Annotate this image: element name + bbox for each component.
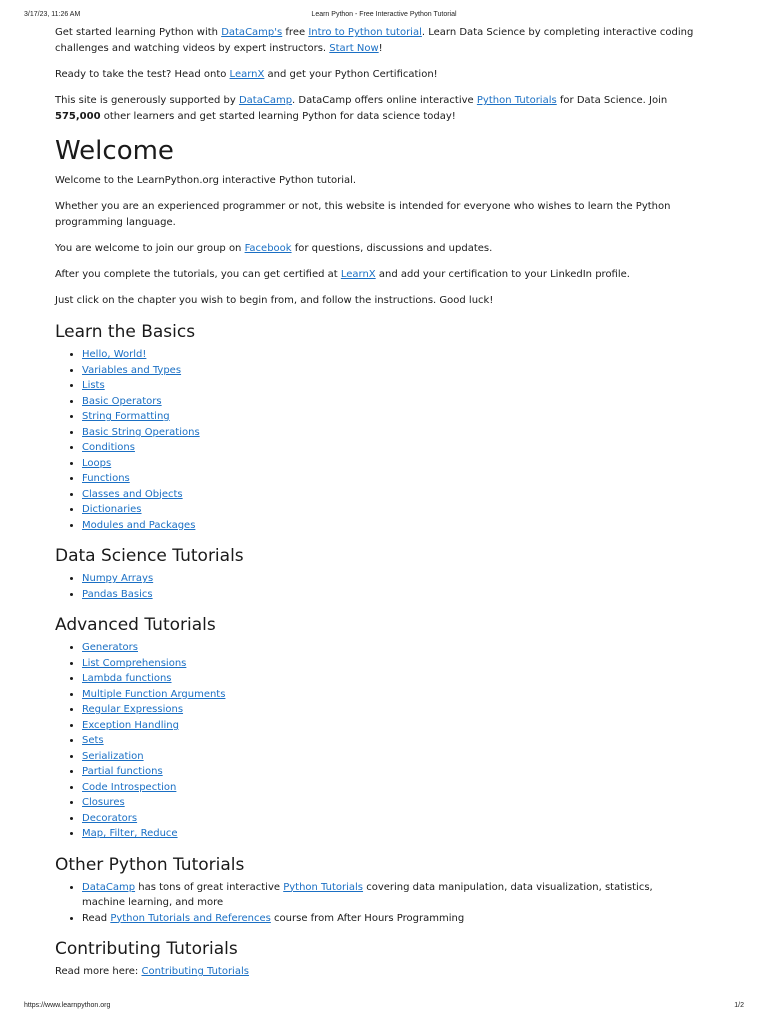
print-page-title: Learn Python - Free Interactive Python Tutorial bbox=[311, 11, 457, 18]
tutorial-link-generators[interactable]: Generators bbox=[82, 642, 138, 653]
other-tutorials-heading: Other Python Tutorials bbox=[55, 854, 245, 875]
list-item bbox=[82, 764, 715, 780]
intro-python-tutorial-link[interactable]: Intro to Python tutorial bbox=[308, 27, 422, 38]
learnx-certification-link[interactable]: LearnX bbox=[340, 269, 376, 280]
list-item bbox=[82, 518, 715, 534]
tutorial-link-loops[interactable]: Loops bbox=[82, 457, 112, 469]
datacamp-link[interactable]: DataCamp's bbox=[221, 27, 283, 38]
tutorial-link-conditions[interactable]: Conditions bbox=[82, 442, 135, 453]
data-science-list bbox=[55, 571, 715, 602]
tutorial-link-basic-string-operations[interactable]: Basic String Operations bbox=[82, 426, 200, 438]
list-item bbox=[82, 826, 715, 842]
basics-heading: Learn the Basics bbox=[55, 322, 196, 342]
list-item bbox=[82, 733, 715, 749]
list-item bbox=[82, 702, 715, 718]
list-item bbox=[82, 363, 715, 379]
print-footer bbox=[24, 1002, 744, 1012]
welcome-paragraph-1: Welcome to the LearnPython.org interactive Python tutorial. bbox=[55, 175, 357, 186]
tutorial-link-exception-handling[interactable]: Exception Handling bbox=[82, 719, 179, 731]
list-item bbox=[82, 718, 715, 734]
datacamp-support-link[interactable]: DataCamp bbox=[238, 95, 293, 106]
tutorial-link-sets[interactable]: Sets bbox=[82, 735, 104, 746]
contributing-heading: Contributing Tutorials bbox=[55, 939, 238, 959]
facebook-link[interactable]: Facebook bbox=[244, 243, 292, 254]
list-item bbox=[82, 347, 715, 363]
learnx-link[interactable]: LearnX bbox=[229, 69, 265, 80]
tutorial-link-closures[interactable]: Closures bbox=[82, 797, 125, 808]
tutorial-link-serialization[interactable]: Serialization bbox=[82, 750, 144, 762]
list-item bbox=[82, 409, 715, 425]
tutorial-link-functions[interactable]: Functions bbox=[82, 473, 130, 484]
welcome-paragraph-3: You are welcome to join our group on Facebook for questions, discussions and updates. bbox=[55, 243, 493, 254]
intro-paragraph-3: This site is generously supported by DataCamp. DataCamp offers online interactive Python Tutorials for Data Science. Join 575,000 other learners and get started learning Python for data science today! bbox=[55, 95, 668, 122]
start-now-link[interactable]: Start Now bbox=[329, 43, 379, 54]
print-date: 3/17/23, 11:26 AM bbox=[24, 11, 81, 18]
welcome-paragraph-4: After you complete the tutorials, you can get certified at LearnX and add your certification to your LinkedIn profile. bbox=[55, 269, 630, 280]
other-tutorials-list bbox=[55, 880, 715, 927]
contributing-tutorials-link[interactable]: Contributing Tutorials bbox=[141, 966, 249, 977]
list-item bbox=[82, 795, 715, 811]
intro-paragraph-1: Get started learning Python with DataCamp's free Intro to Python tutorial. Learn Data Science by completing interactive coding challenges and watching videos by expert instructors. Start Now! bbox=[55, 27, 694, 54]
tutorial-link-dictionaries[interactable]: Dictionaries bbox=[82, 504, 142, 515]
intro-paragraph-2: Ready to take the test? Head onto LearnX and get your Python Certification! bbox=[55, 69, 438, 80]
tutorial-link-regular-expressions[interactable]: Regular Expressions bbox=[82, 704, 184, 715]
main-content bbox=[55, 25, 715, 990]
list-item bbox=[82, 425, 715, 441]
tutorial-link-classes-and-objects[interactable]: Classes and Objects bbox=[82, 488, 183, 500]
list-item bbox=[82, 640, 715, 656]
tutorial-link-lambda-functions[interactable]: Lambda functions bbox=[82, 673, 172, 684]
list-item bbox=[82, 571, 715, 587]
list-item bbox=[82, 502, 715, 518]
basics-list bbox=[55, 347, 715, 533]
list-item bbox=[82, 471, 715, 487]
list-item bbox=[82, 656, 715, 672]
tutorial-link-partial-functions[interactable]: Partial functions bbox=[82, 766, 163, 777]
tutorial-link-multiple-function-arguments[interactable]: Multiple Function Arguments bbox=[82, 688, 226, 700]
learner-count: 575,000 bbox=[55, 111, 101, 122]
list-item bbox=[82, 687, 715, 703]
tutorial-link-decorators[interactable]: Decorators bbox=[82, 812, 138, 824]
print-header bbox=[24, 11, 744, 21]
list-item bbox=[82, 587, 715, 603]
datacamp-other-link[interactable]: DataCamp bbox=[82, 881, 136, 893]
advanced-heading: Advanced Tutorials bbox=[55, 615, 216, 635]
advanced-list bbox=[55, 640, 715, 842]
data-science-heading: Data Science Tutorials bbox=[55, 546, 244, 566]
contributing-paragraph: Read more here: Contributing Tutorials bbox=[55, 966, 249, 977]
welcome-paragraph-2: Whether you are an experienced programmer or not, this website is intended for everyone who wishes to learn the Python programming language. bbox=[55, 201, 671, 228]
list-item bbox=[82, 811, 715, 827]
tutorial-link-numpy-arrays[interactable]: Numpy Arrays bbox=[82, 573, 154, 584]
tutorial-link-modules-and-packages[interactable]: Modules and Packages bbox=[82, 519, 196, 531]
list-item bbox=[82, 394, 715, 410]
welcome-paragraph-5: Just click on the chapter you wish to begin from, and follow the instructions. Good luck! bbox=[55, 295, 494, 306]
list-item bbox=[82, 378, 715, 394]
tutorial-link-list-comprehensions[interactable]: List Comprehensions bbox=[82, 657, 187, 669]
python-tutorials-references-link[interactable]: Python Tutorials and References bbox=[110, 912, 271, 924]
tutorial-link-string-formatting[interactable]: String Formatting bbox=[82, 411, 170, 422]
python-tutorials-link[interactable]: Python Tutorials bbox=[476, 95, 557, 106]
print-url: https://www.learnpython.org bbox=[24, 1002, 111, 1009]
list-item bbox=[82, 671, 715, 687]
welcome-heading: Welcome bbox=[55, 136, 174, 166]
page-number: 1/2 bbox=[734, 1002, 744, 1009]
list-item bbox=[82, 780, 715, 796]
tutorial-link-lists[interactable]: Lists bbox=[82, 380, 105, 391]
tutorial-link-variables-and-types[interactable]: Variables and Types bbox=[82, 364, 182, 376]
tutorial-link-code-introspection[interactable]: Code Introspection bbox=[82, 781, 177, 793]
list-item bbox=[82, 749, 715, 765]
tutorial-link-map-filter-reduce[interactable]: Map, Filter, Reduce bbox=[82, 828, 178, 839]
list-item bbox=[82, 440, 715, 456]
python-tutorials-other-link[interactable]: Python Tutorials bbox=[283, 881, 364, 893]
tutorial-link-pandas-basics[interactable]: Pandas Basics bbox=[82, 588, 153, 600]
list-item bbox=[82, 487, 715, 503]
tutorial-link-basic-operators[interactable]: Basic Operators bbox=[82, 395, 162, 407]
list-item bbox=[82, 456, 715, 472]
list-item: • Read Python Tutorials and References course from After Hours Programming bbox=[82, 911, 715, 927]
list-item: • DataCamp has tons of great interactive Python Tutorials covering data manipulation, data visualization, statistics, machine learning, and more bbox=[82, 880, 682, 911]
tutorial-link-hello-world[interactable]: Hello, World! bbox=[82, 349, 147, 360]
